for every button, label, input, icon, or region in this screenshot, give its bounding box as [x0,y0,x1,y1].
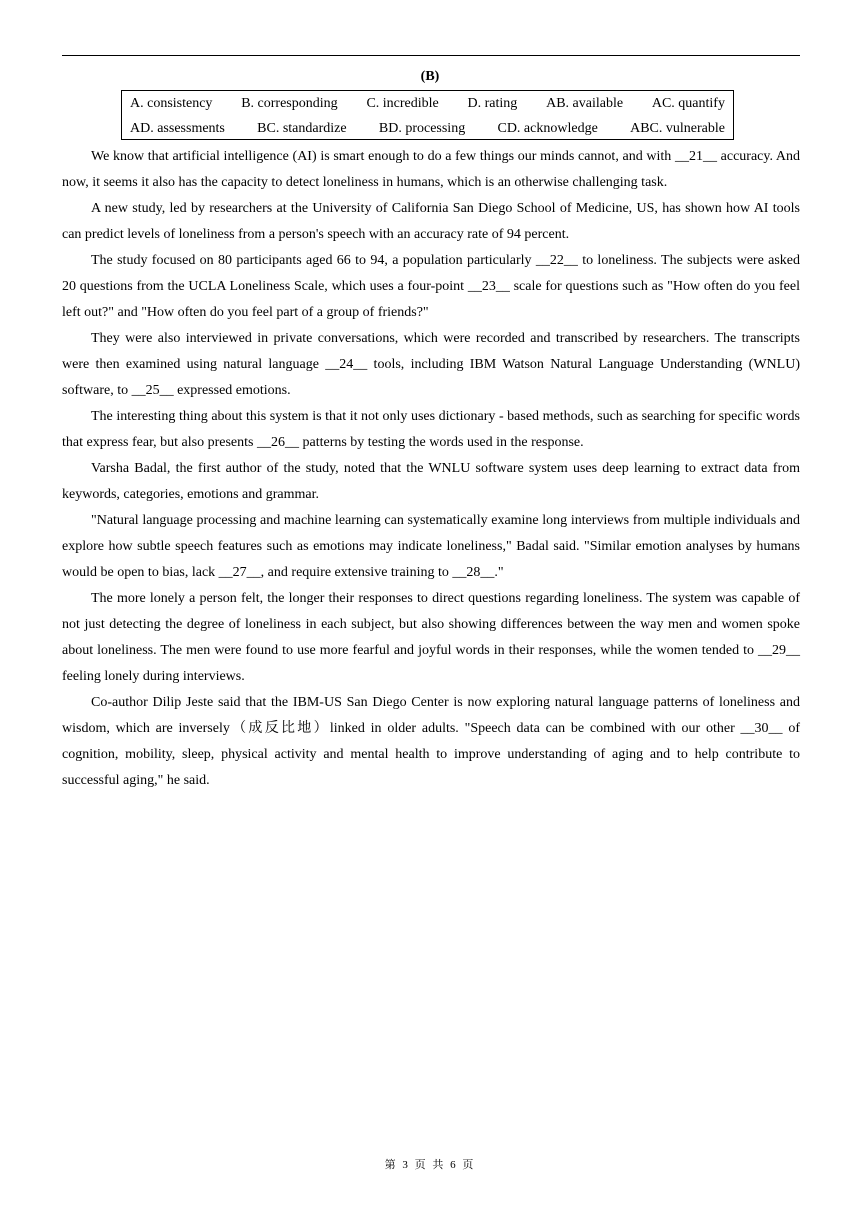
word-option: D. rating [467,96,518,111]
passage-paragraph: A new study, led by researchers at the University of California San Diego School of Medicine, US, has shown how AI tools can predict levels of loneliness from a person's speech with an accuracy rate of 94 percent. [62,201,800,242]
passage-paragraph: They were also interviewed in private conversations, which were recorded and transcribed by researchers. The transcripts were then examined using natural language __24__ tools, including IBM Watson Natural Language Understanding (WNLU) software, to __25__ expressed emotions. [62,331,800,398]
passage-paragraph: The interesting thing about this system is that it not only uses dictionary - based methods, such as searching for specific words that express fear, but also presents __26__ patterns by testing the words used in the response. [62,409,800,450]
passage-paragraph: Varsha Badal, the first author of the study, noted that the WNLU software system uses deep learning to extract data from keywords, categories, emotions and grammar. [62,461,800,502]
word-option: C. incredible [366,96,439,111]
word-option: AC. quantify [651,96,725,111]
word-option: B. corresponding [241,96,338,111]
word-bank-box [121,90,734,140]
reading-passage [62,144,800,794]
word-option: BC. standardize [257,121,347,136]
page-number: 第 3 页 共 6 页 [384,1159,476,1171]
passage-paragraph: "Natural language processing and machine learning can systematically examine long interviews from multiple individuals and explore how subtle speech features such as emotions may indicate loneliness," Badal said. "Similar emotion analyses by humans would be open to bias, lack __27__, and require extensive training to __28__." [62,513,800,580]
word-bank-row-1 [130,91,725,116]
passage-paragraph: The more lonely a person felt, the longer their responses to direct questions regarding loneliness. The system was capable of not just detecting the degree of loneliness in each subject, but also showing differences between the way men and women spoke about loneliness. The men were found to use more fearful and joyful words in their responses, while the women tended to __29__ feeling lonely during interviews. [62,591,800,684]
passage-paragraph: We know that artificial intelligence (AI) is smart enough to do a few things our minds cannot, and with __21__ accuracy. And now, it seems it also has the capacity to detect loneliness in humans, which is an otherwise challenging task. [62,149,800,190]
word-option: ABC. vulnerable [630,121,725,136]
section-title: (B) [420,69,440,84]
word-option: BD. processing [378,121,466,136]
passage-paragraph: The study focused on 80 participants aged 66 to 94, a population particularly __22__ to loneliness. The subjects were asked 20 questions from the UCLA Loneliness Scale, which uses a four-point __23__ scale for questions such as "How often do you feel left out?" and "How often do you feel part of a group of friends?" [62,253,800,320]
header-rule [62,55,800,56]
word-option: AB. available [546,96,624,111]
word-option: AD. assessments [130,121,225,136]
word-bank-row-2 [130,116,725,141]
word-option: A. consistency [130,96,213,111]
word-option: CD. acknowledge [497,121,598,136]
passage-paragraph: Co-author Dilip Jeste said that the IBM-US San Diego Center is now exploring natural language patterns of loneliness and wisdom, which are inversely（成反比地）linked in older adults. "Speech data can be combined with our other __30__ of cognition, mobility, sleep, physical activity and mental health to improve understanding of aging and to help contribute to successful aging," he said. [62,695,800,788]
